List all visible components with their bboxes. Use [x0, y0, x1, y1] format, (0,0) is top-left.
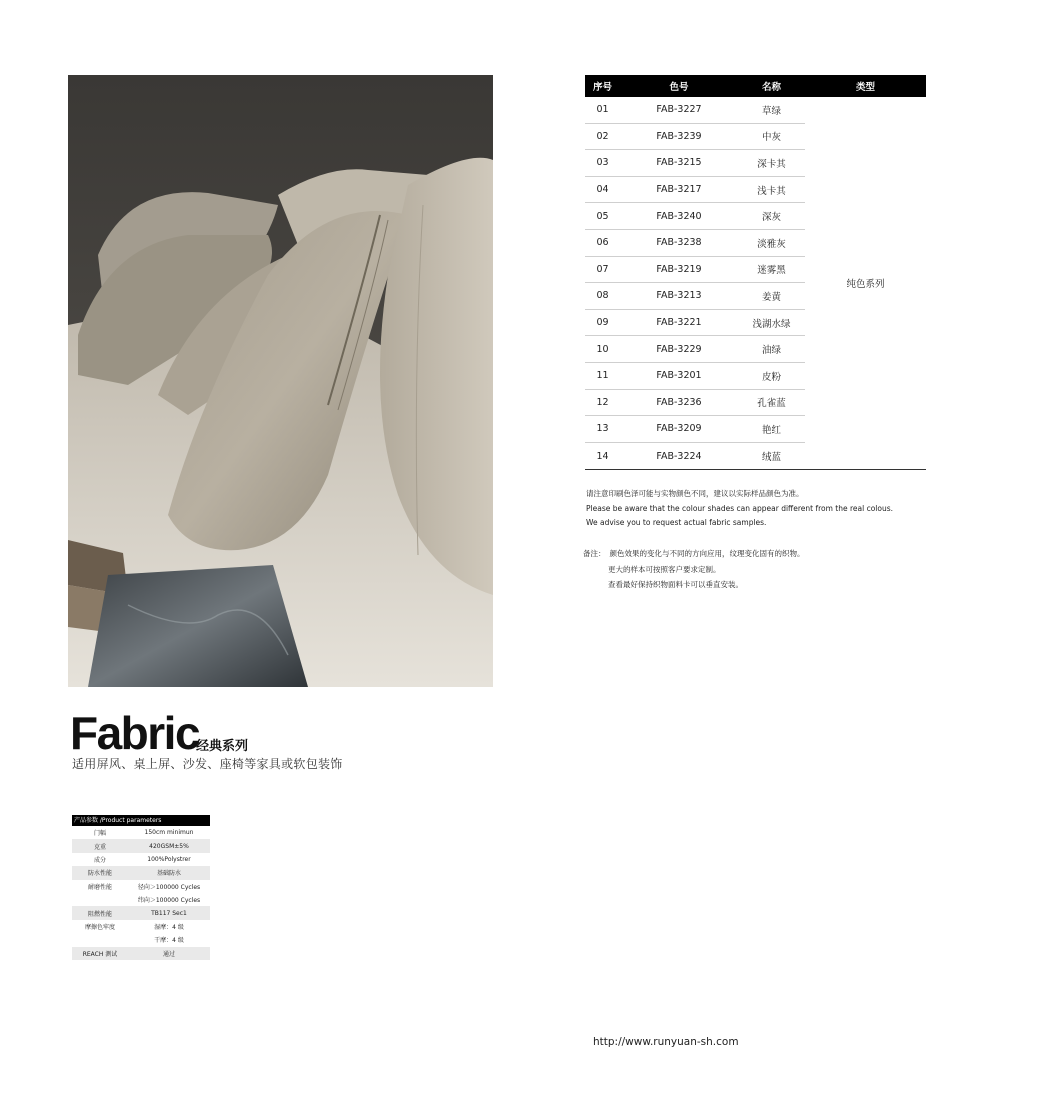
- type-cell: 纯色系列: [846, 279, 885, 291]
- colour-name: 深灰: [761, 212, 781, 224]
- parameter-value: 100%Polystrer: [147, 855, 191, 863]
- row-number: 01: [596, 104, 609, 116]
- colour-name: 浅湖水绿: [752, 318, 791, 330]
- remark-line-1: 颜色效果的变化与不同的方向应用，纹理变化固有的织物。: [609, 549, 805, 558]
- remark-line-2: 更大的样本可按照客户要求定制。: [608, 564, 721, 574]
- parameter-value: 径向＞100000 Cycles: [137, 883, 201, 891]
- parameter-value: 湿摩：4 级: [154, 923, 184, 931]
- parameter-label: 阻燃性能: [87, 910, 112, 918]
- parameter-value: TB117 Sec1: [151, 909, 187, 917]
- colour-notice: [586, 487, 893, 531]
- parameter-row: [72, 933, 210, 946]
- series-subtitle: 经典系列: [196, 739, 249, 754]
- parameter-value: 150cm minimun: [144, 829, 194, 837]
- colour-name: 中灰: [761, 132, 781, 144]
- header-name: 名称: [761, 82, 781, 93]
- colour-code: FAB-3221: [656, 317, 702, 329]
- colour-name: 油绿: [761, 345, 781, 357]
- remark-line-3: 查看最好保持织物面料卡可以垂直安装。: [608, 580, 743, 589]
- row-number: 05: [596, 210, 609, 222]
- remarks: [583, 546, 809, 593]
- row-number: 13: [596, 423, 609, 435]
- colour-code: FAB-3239: [656, 130, 702, 142]
- row-number: 09: [596, 317, 609, 329]
- colour-code: FAB-3217: [656, 184, 702, 196]
- colour-code: FAB-3219: [656, 263, 702, 275]
- parameter-row: [72, 920, 210, 933]
- colour-code: FAB-3209: [656, 423, 702, 435]
- parameter-row: [72, 947, 210, 960]
- parameter-label: 摩擦色牢度: [84, 923, 115, 931]
- header-code: 色号: [669, 82, 689, 93]
- colour-code: FAB-3238: [656, 237, 702, 249]
- row-number: 04: [596, 184, 609, 196]
- colour-table: [585, 75, 926, 470]
- parameter-label: 成分: [93, 856, 106, 864]
- row-number: 11: [596, 370, 609, 382]
- product-parameters-table: [72, 815, 210, 960]
- parameter-value: 纬向＞100000 Cycles: [137, 897, 201, 905]
- parameter-row: [72, 880, 210, 893]
- parameter-label: REACH 测试: [82, 950, 118, 958]
- header-no: 序号: [592, 82, 612, 93]
- colour-name: 深卡其: [757, 158, 786, 170]
- colour-name: 艳红: [761, 424, 781, 436]
- colour-name: 浅卡其: [757, 185, 786, 197]
- colour-code: FAB-3213: [656, 290, 702, 302]
- website-link[interactable]: http://www.runyuan-sh.com: [593, 1036, 739, 1048]
- colour-code: FAB-3224: [656, 450, 702, 462]
- row-number: 02: [596, 130, 609, 142]
- parameter-row: [72, 906, 210, 919]
- row-number: 14: [596, 450, 609, 462]
- colour-name: 皮粉: [761, 371, 781, 383]
- parameter-value: 基础防水: [156, 870, 181, 878]
- colour-name: 迷雾黑: [757, 265, 786, 277]
- table-bottom-rule: [585, 469, 926, 470]
- row-number: 07: [596, 263, 609, 275]
- row-number: 03: [596, 157, 609, 169]
- colour-name: 姜黄: [761, 291, 781, 303]
- parameter-label: 耐磨性能: [87, 883, 112, 891]
- colour-name: 绒蓝: [761, 452, 781, 464]
- parameter-row: [72, 866, 210, 879]
- parameter-value: 通过: [162, 950, 175, 958]
- colour-table-header: [585, 75, 926, 97]
- row-number: 06: [596, 237, 609, 249]
- colour-code: FAB-3236: [656, 396, 702, 408]
- usage-description: 适用屏风、桌上屏、沙发、座椅等家具或软包装饰: [72, 757, 343, 771]
- colour-code: FAB-3229: [656, 343, 702, 355]
- colour-name: 草绿: [761, 105, 781, 117]
- parameters-header: 产品参数 /Product parameters: [72, 815, 210, 826]
- parameter-label: 防水性能: [87, 870, 112, 878]
- notice-line-en-1: Please be aware that the colour shades can appear different from the real colous.: [586, 503, 894, 513]
- product-photo: [68, 75, 493, 687]
- colour-code: FAB-3227: [656, 104, 702, 116]
- parameter-row: [72, 893, 210, 906]
- notice-line-cn: 请注意印刷色泽可能与实物颜色不同，建议以实际样品颜色为准。: [586, 489, 804, 498]
- parameter-label: 门幅: [93, 830, 106, 838]
- parameter-row: [72, 839, 210, 852]
- notice-line-en-2: We advise you to request actual fabric samples.: [586, 518, 767, 527]
- colour-code: FAB-3240: [656, 210, 702, 222]
- parameter-row: [72, 826, 210, 839]
- parameter-value: 干摩：4 级: [154, 937, 184, 945]
- parameter-row: [72, 853, 210, 866]
- row-number: 08: [596, 290, 609, 302]
- colour-code: FAB-3201: [656, 370, 702, 382]
- colour-name: 淡雅灰: [757, 238, 786, 250]
- row-number: 12: [596, 396, 609, 408]
- colour-name: 孔雀蓝: [757, 398, 786, 410]
- header-type: 类型: [855, 82, 875, 93]
- parameter-value: 420GSM±5%: [149, 842, 189, 850]
- page-title: Fabric: [70, 707, 200, 759]
- remarks-label: 备注：: [583, 549, 606, 558]
- parameter-label: 克重: [93, 843, 106, 851]
- colour-code: FAB-3215: [656, 157, 702, 169]
- row-number: 10: [596, 343, 609, 355]
